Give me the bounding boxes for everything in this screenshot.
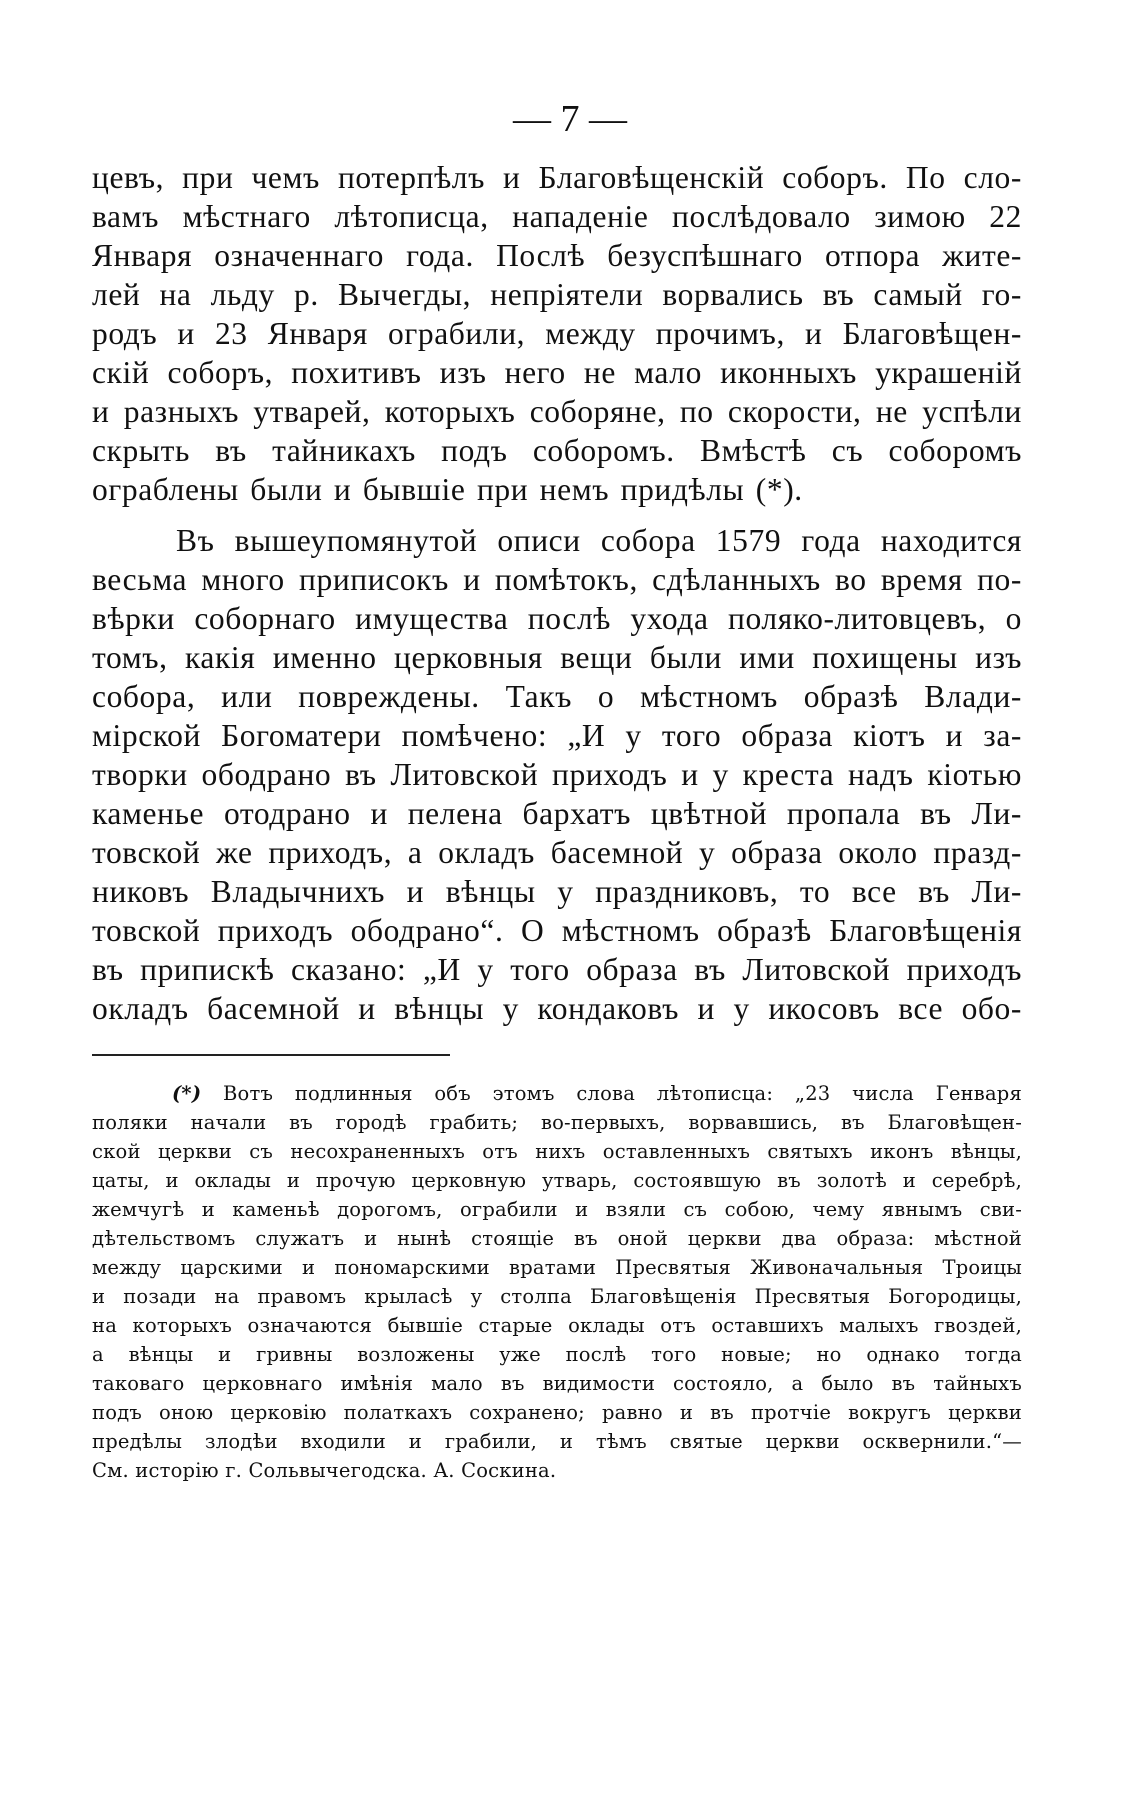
footnote-line: предѣлы злодѣи входили и грабили, и тѣмъ святые церкви осквернили.“— bbox=[92, 1430, 1022, 1453]
footnote-line: таковаго церковнаго имѣнія мало въ видимости состояло, а было въ тайныхъ bbox=[92, 1372, 1022, 1395]
paragraph-1-line: лей на льду р. Вычегды, непріятели ворвались въ самый го- bbox=[92, 277, 1022, 312]
footnote-separator-rule bbox=[92, 1054, 450, 1056]
page-number: — 7 — bbox=[513, 98, 627, 140]
paragraph-2-line: окладъ басемной и вѣнцы у кондаковъ и у икосовъ все обо- bbox=[92, 991, 1022, 1026]
footnote-line: ской церкви съ несохраненныхъ отъ нихъ оставленныхъ святыхъ иконъ вѣнцы, bbox=[92, 1140, 1022, 1163]
paragraph-1-line: Января означеннаго года. Послѣ безуспѣшнаго отпора жите- bbox=[92, 238, 1022, 273]
paragraph-1-line: и разныхъ утварей, которыхъ соборяне, по скорости, не успѣли bbox=[92, 394, 1022, 429]
paragraph-2-line: мірской Богоматери помѣчено: „И у того образа кіотъ и за- bbox=[92, 718, 1022, 753]
footnote-line: подъ оною церковію полаткахъ сохранено; равно и въ протчіе вокругъ церкви bbox=[92, 1401, 1022, 1424]
paragraph-2-line: товской же приходъ, а окладъ басемной у образа около празд- bbox=[92, 835, 1022, 870]
footnote-line: поляки начали въ городѣ грабить; во-первыхъ, ворвавшись, въ Благовѣщен- bbox=[92, 1111, 1022, 1134]
paragraph-2-line: товской приходъ ободрано“. О мѣстномъ образѣ Благовѣщенія bbox=[92, 913, 1022, 948]
paragraph-1-line: ограблены были и бывшіе при немъ придѣлы (*). bbox=[92, 472, 803, 507]
paragraph-1-line: цевъ, при чемъ потерпѣлъ и Благовѣщенскій соборъ. По сло- bbox=[92, 160, 1022, 195]
paragraph-2-line: Въ вышеупомянутой описи собора 1579 года находится bbox=[176, 523, 1022, 558]
footnote-first-line-text: Вотъ подлинныя объ этомъ слова лѣтописца: „23 числа Генваря bbox=[223, 1082, 1022, 1105]
footnote-line: дѣтельствомъ служатъ и нынѣ стоящіе въ оной церкви два образа: мѣстной bbox=[92, 1227, 1022, 1250]
paragraph-2-line: собора, или повреждены. Такъ о мѣстномъ образѣ Влади- bbox=[92, 679, 1022, 714]
paragraph-2-line: каменье отодрано и пелена бархатъ цвѣтной пропала въ Ли- bbox=[92, 796, 1022, 831]
footnote-line: а вѣнцы и гривны возложены уже послѣ того новые; но однако тогда bbox=[92, 1343, 1022, 1366]
paragraph-2-line: въ припискѣ сказано: „И у того образа въ Литовской приходъ bbox=[92, 952, 1022, 987]
paragraph-2-line: творки ободрано въ Литовской приходъ и у креста надъ кіотью bbox=[92, 757, 1022, 792]
paragraph-2-line: никовъ Владычнихъ и вѣнцы у праздниковъ, то все въ Ли- bbox=[92, 874, 1022, 909]
footnote-marker: (*) bbox=[172, 1082, 202, 1105]
paragraph-1-line: родъ и 23 Января ограбили, между прочимъ, и Благовѣщен- bbox=[92, 316, 1022, 351]
paragraph-1-line: скій соборъ, похитивъ изъ него не мало иконныхъ украшеній bbox=[92, 355, 1022, 390]
footnote-line: См. исторію г. Сольвычегодска. А. Соскина. bbox=[92, 1459, 557, 1482]
paragraph-2-line: весьма много приписокъ и помѣтокъ, сдѣланныхъ во время по- bbox=[92, 562, 1022, 597]
footnote-line: и позади на правомъ крыласѣ у столпа Благовѣщенія Пресвятыя Богородицы, bbox=[92, 1285, 1022, 1308]
paragraph-1-line: скрыть въ тайникахъ подъ соборомъ. Вмѣстѣ съ соборомъ bbox=[92, 433, 1022, 468]
paragraph-1-line: вамъ мѣстнаго лѣтописца, нападеніе послѣдовало зимою 22 bbox=[92, 199, 1022, 234]
paragraph-2-line: вѣрки соборнаго имущества послѣ ухода поляко-литовцевъ, о bbox=[92, 601, 1022, 636]
paragraph-2-line: томъ, какія именно церковныя вещи были ими похищены изъ bbox=[92, 640, 1022, 675]
footnote-line: цаты, и оклады и прочую церковную утварь, состоявшую въ золотѣ и серебрѣ, bbox=[92, 1169, 1022, 1192]
footnote-line: жемчугѣ и каменьѣ дорогомъ, ограбили и взяли съ собою, чему явнымъ сви- bbox=[92, 1198, 1022, 1221]
footnote-line: на которыхъ означаются бывшіе старые оклады отъ оставшихъ малыхъ гвоздей, bbox=[92, 1314, 1022, 1337]
footnote-line: между царскими и пономарскими вратами Пресвятыя Живоначальныя Троицы bbox=[92, 1256, 1022, 1279]
footnote-line bbox=[92, 1080, 1022, 1108]
